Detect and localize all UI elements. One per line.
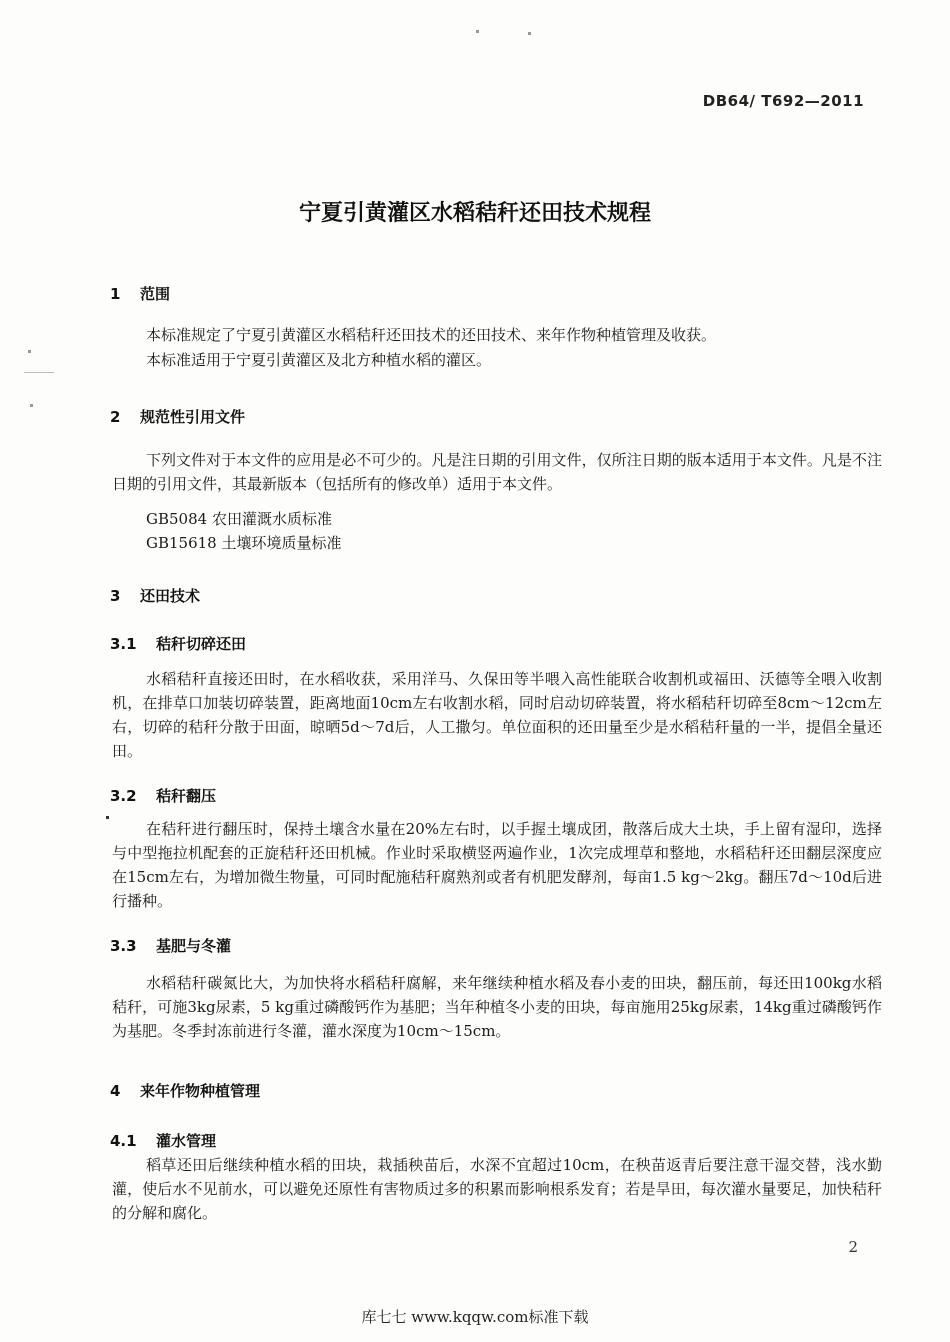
section-1-paragraph-2: 本标准适用于宁夏引黄灌区及北方种植水稻的灌区。 [146, 351, 492, 369]
reference-item: GB15618 土壤环境质量标准 [146, 534, 342, 552]
section-1-heading [110, 283, 170, 304]
section-3-3-paragraph: 水稻秸秆碳氮比大，为加快将水稻秸秆腐解，来年继续种植水稻及春小麦的田块，翻压前，每还田100kg水稻秸秆，可施3kg尿素，5 kg重过磷酸钙作为基肥；当年种植冬小麦的田块，每亩施用25kg尿素，14kg重过磷酸钙作为基肥。冬季封冻前进行冬灌，灌水深度为10cm～15cm。 [112, 974, 882, 1040]
section-3-heading [110, 585, 200, 606]
section-number: 3.1 [110, 635, 137, 653]
section-number: 3.3 [110, 937, 137, 955]
scan-speck [476, 30, 479, 33]
section-title: 灌水管理 [156, 1132, 217, 1150]
section-title: 来年作物种植管理 [140, 1082, 261, 1100]
scan-speck [28, 350, 31, 353]
section-title: 规范性引用文件 [140, 408, 246, 426]
section-3-3-heading [110, 935, 231, 956]
section-1-paragraph-1: 本标准规定了宁夏引黄灌区水稻秸秆还田技术的还田技术、来年作物种植管理及收获。 [146, 326, 717, 344]
section-title: 秸秆翻压 [156, 787, 217, 805]
section-4-heading [110, 1080, 260, 1101]
section-title: 基肥与冬灌 [156, 937, 232, 955]
section-4-1-heading [110, 1130, 216, 1151]
section-title: 还田技术 [140, 587, 201, 605]
section-title: 范围 [140, 285, 171, 303]
section-number: 3.2 [110, 787, 137, 805]
reference-item: GB5084 农田灌溉水质标准 [146, 510, 332, 528]
section-number: 4 [110, 1082, 121, 1100]
section-4-1-paragraph: 稻草还田后继续种植水稻的田块，栽插秧苗后，水深不宜超过10cm，在秧苗返青后要注意干湿交替，浅水勤灌，使后水不见前水，可以避免还原性有害物质过多的积累而影响根系发育；若是旱田，每次灌水量要足，加快秸秆的分解和腐化。 [112, 1156, 882, 1222]
section-number: 4.1 [110, 1132, 137, 1150]
section-3-1-paragraph: 水稻秸秆直接还田时，在水稻收获，采用洋马、久保田等半喂入高性能联合收割机或福田、沃德等全喂入收割机，在排草口加装切碎装置，距离地面10cm左右收割水稻，同时启动切碎装置，将水稻秸秆切碎至8cm～12cm左右，切碎的秸秆分散于田面，晾晒5d～7d后，人工撒匀。单位面积的还田量至少是水稻秸秆量的一半，提倡全量还田。 [112, 670, 882, 760]
section-2-heading [110, 406, 245, 427]
section-3-2-heading [110, 785, 216, 806]
standard-code: DB64/ T692—2011 [702, 92, 864, 110]
section-3-1-heading [110, 633, 246, 654]
scan-speck [528, 32, 531, 35]
section-title: 秸秆切碎还田 [156, 635, 247, 653]
section-number: 2 [110, 408, 121, 426]
section-number: 1 [110, 285, 121, 303]
section-number: 3 [110, 587, 121, 605]
scan-speck [106, 816, 109, 819]
page-number: 2 [848, 1238, 858, 1256]
scan-speck [30, 404, 33, 407]
document-title: 宁夏引黄灌区水稻秸秆还田技术规程 [298, 201, 651, 226]
section-2-paragraph: 下列文件对于本文件的应用是必不可少的。凡是注日期的引用文件，仅所注日期的版本适用于本文件。凡是不注日期的引用文件，其最新版本（包括所有的修改单）适用于本文件。 [112, 451, 882, 493]
scan-speck [24, 372, 54, 373]
section-3-2-paragraph: 在秸秆进行翻压时，保持土壤含水量在20%左右时，以手握土壤成团，散落后成大土块，手上留有湿印，选择与中型拖拉机配套的正旋秸秆还田机械。作业时采取横竖两遍作业，1次完成埋草和整地，水稻秸秆还田翻层深度应在15cm左右，为增加微生物量，可同时配施秸秆腐熟剂或者有机肥发酵剂，每亩1.5 kg～2kg。翻压7d～10d后进行播种。 [112, 820, 882, 910]
site-watermark: 库七七 www.kqqw.com标准下载 [361, 1308, 589, 1326]
